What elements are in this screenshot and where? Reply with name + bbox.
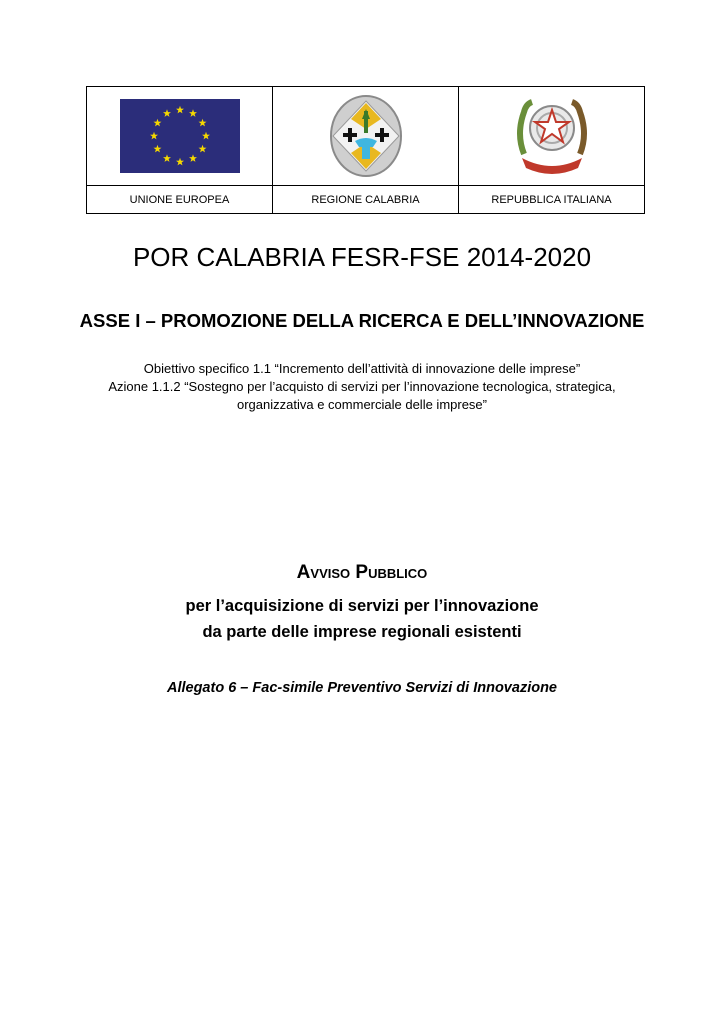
italy-label: REPUBBLICA ITALIANA bbox=[459, 186, 645, 214]
objective-line-3: organizzativa e commerciale delle imprese” bbox=[237, 397, 487, 412]
subtitle-line-1: per l’acquisizione di servizi per l’innovazione bbox=[185, 597, 539, 615]
allegato-line: Allegato 6 – Fac-simile Preventivo Servizi di Innovazione bbox=[166, 680, 557, 696]
italian-emblem-icon bbox=[514, 94, 590, 178]
avviso-subtitle bbox=[0, 593, 724, 645]
calabria-label: REGIONE CALABRIA bbox=[273, 186, 459, 214]
logo-header-table bbox=[86, 86, 645, 214]
objective-line-1: Obiettivo specifico 1.1 “Incremento dell’attività di innovazione delle imprese” bbox=[143, 361, 581, 376]
avviso-heading: Avviso Pubblico bbox=[296, 562, 428, 583]
eu-flag-icon bbox=[120, 99, 240, 173]
eu-logo-cell bbox=[87, 87, 273, 186]
subtitle-line-2: da parte delle imprese regionali esistenti bbox=[202, 623, 522, 641]
eu-label: UNIONE EUROPEA bbox=[87, 186, 273, 214]
objective-block bbox=[60, 360, 664, 414]
asse-heading: ASSE I – PROMOZIONE DELLA RICERCA E DELL’INNOVAZIONE bbox=[79, 310, 645, 331]
objective-line-2: Azione 1.1.2 “Sostegno per l’acquisto di servizi per l’innovazione tecnologica, strategica, bbox=[108, 379, 616, 394]
italy-logo-cell bbox=[459, 87, 645, 186]
calabria-crest-icon bbox=[329, 95, 403, 177]
document-title: POR CALABRIA FESR-FSE 2014-2020 bbox=[132, 242, 592, 272]
calabria-logo-cell bbox=[273, 87, 459, 186]
